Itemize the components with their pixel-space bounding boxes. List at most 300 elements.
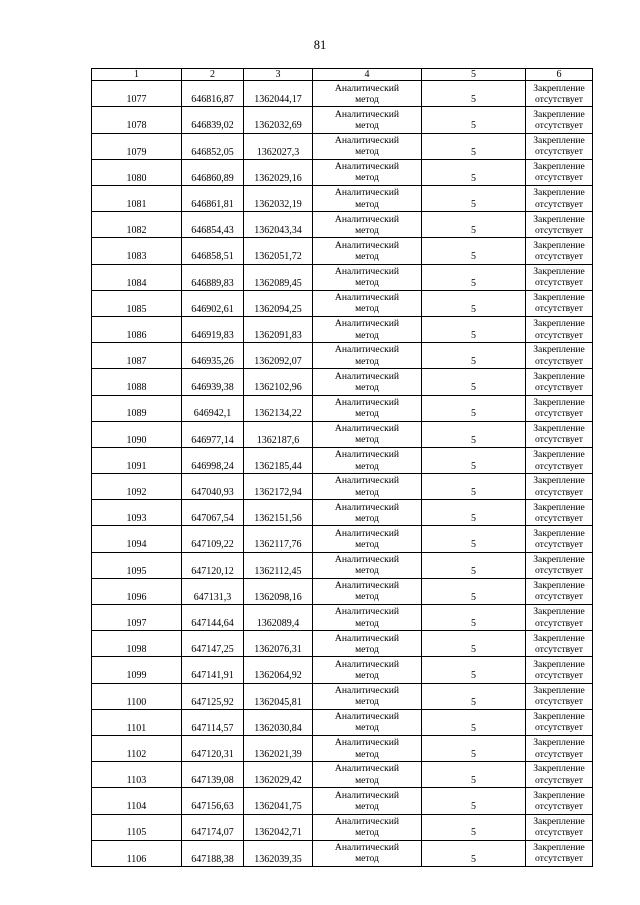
- method-cell: [313, 133, 422, 159]
- fixation-cell: [526, 788, 593, 814]
- table-header-row: [92, 69, 593, 81]
- fixation-cell: [526, 657, 593, 683]
- method-line-2: метод: [355, 643, 379, 655]
- method-cell: [313, 238, 422, 264]
- y-coordinate-cell: 1362098,16: [244, 578, 313, 604]
- method-line-2: метод: [355, 198, 379, 210]
- column-header: 1: [92, 69, 182, 81]
- x-coordinate-cell: 647144,64: [182, 605, 244, 631]
- accuracy-cell: 5: [422, 474, 526, 500]
- y-coordinate-cell: 1362043,34: [244, 212, 313, 238]
- method-cell: [313, 159, 422, 185]
- y-coordinate-cell: 1362041,75: [244, 788, 313, 814]
- fixation-line-2: отсутствует: [535, 800, 583, 812]
- fixation-cell: [526, 735, 593, 761]
- fixation-line-2: отсутствует: [535, 696, 583, 708]
- table-body: [92, 69, 593, 867]
- table-row: [92, 762, 593, 788]
- fixation-line-1: Закрепление: [533, 842, 585, 854]
- method-cell: [313, 474, 422, 500]
- fixation-line-1: Закрепление: [533, 815, 585, 827]
- accuracy-cell: 5: [422, 631, 526, 657]
- fixation-line-2: отсутствует: [535, 774, 583, 786]
- method-line-2: метод: [355, 774, 379, 786]
- point-number-cell: 1101: [92, 709, 182, 735]
- method-cell: [313, 500, 422, 526]
- x-coordinate-cell: 646977,14: [182, 421, 244, 447]
- point-number-cell: 1091: [92, 447, 182, 473]
- point-number-cell: 1080: [92, 159, 182, 185]
- fixation-line-1: Закрепление: [533, 684, 585, 696]
- fixation-line-2: отсутствует: [535, 670, 583, 682]
- column-header: 3: [244, 69, 313, 81]
- accuracy-cell: 5: [422, 212, 526, 238]
- fixation-line-2: отсутствует: [535, 512, 583, 524]
- fixation-line-1: Закрепление: [533, 763, 585, 775]
- point-number-cell: 1088: [92, 369, 182, 395]
- table-row: [92, 578, 593, 604]
- y-coordinate-cell: 1362172,94: [244, 474, 313, 500]
- fixation-line-2: отсутствует: [535, 722, 583, 734]
- fixation-cell: [526, 264, 593, 290]
- fixation-line-1: Закрепление: [533, 475, 585, 487]
- accuracy-cell: 5: [422, 395, 526, 421]
- fixation-line-2: отсутствует: [535, 381, 583, 393]
- method-line-1: Аналитический: [334, 161, 400, 173]
- fixation-cell: [526, 369, 593, 395]
- fixation-cell: [526, 578, 593, 604]
- table-row: [92, 81, 593, 107]
- y-coordinate-cell: 1362064,92: [244, 657, 313, 683]
- y-coordinate-cell: 1362030,84: [244, 709, 313, 735]
- method-line-1: Аналитический: [334, 842, 400, 854]
- y-coordinate-cell: 1362051,72: [244, 238, 313, 264]
- method-line-1: Аналитический: [334, 763, 400, 775]
- method-cell: [313, 212, 422, 238]
- method-line-1: Аналитический: [334, 423, 400, 435]
- fixation-line-2: отсутствует: [535, 93, 583, 105]
- fixation-line-2: отсутствует: [535, 748, 583, 760]
- fixation-line-2: отсутствует: [535, 172, 583, 184]
- x-coordinate-cell: 646860,89: [182, 159, 244, 185]
- point-number-cell: 1089: [92, 395, 182, 421]
- point-number-cell: 1087: [92, 343, 182, 369]
- method-line-2: метод: [355, 251, 379, 263]
- method-line-1: Аналитический: [334, 344, 400, 356]
- column-header: 6: [526, 69, 593, 81]
- fixation-cell: [526, 238, 593, 264]
- point-number-cell: 1104: [92, 788, 182, 814]
- table-row: [92, 840, 593, 866]
- method-line-2: метод: [355, 853, 379, 865]
- accuracy-cell: 5: [422, 107, 526, 133]
- table-row: [92, 500, 593, 526]
- x-coordinate-cell: 647174,07: [182, 814, 244, 840]
- x-coordinate-cell: 646902,61: [182, 290, 244, 316]
- method-line-1: Аналитический: [334, 292, 400, 304]
- table-row: [92, 316, 593, 342]
- method-cell: [313, 683, 422, 709]
- method-cell: [313, 316, 422, 342]
- y-coordinate-cell: 1362185,44: [244, 447, 313, 473]
- method-line-2: метод: [355, 408, 379, 420]
- fixation-line-2: отсутствует: [535, 355, 583, 367]
- accuracy-cell: 5: [422, 814, 526, 840]
- x-coordinate-cell: 647125,92: [182, 683, 244, 709]
- y-coordinate-cell: 1362102,96: [244, 369, 313, 395]
- fixation-cell: [526, 107, 593, 133]
- method-line-1: Аналитический: [334, 737, 400, 749]
- fixation-cell: [526, 552, 593, 578]
- fixation-line-1: Закрепление: [533, 553, 585, 565]
- accuracy-cell: 5: [422, 447, 526, 473]
- fixation-cell: [526, 709, 593, 735]
- method-line-2: метод: [355, 617, 379, 629]
- method-cell: [313, 814, 422, 840]
- accuracy-cell: 5: [422, 133, 526, 159]
- method-line-1: Аналитический: [334, 632, 400, 644]
- method-line-1: Аналитический: [334, 475, 400, 487]
- fixation-cell: [526, 683, 593, 709]
- point-number-cell: 1086: [92, 316, 182, 342]
- fixation-line-1: Закрепление: [533, 82, 585, 94]
- fixation-line-2: отсутствует: [535, 224, 583, 236]
- accuracy-cell: 5: [422, 500, 526, 526]
- method-line-2: метод: [355, 539, 379, 551]
- fixation-line-1: Закрепление: [533, 606, 585, 618]
- method-line-1: Аналитический: [334, 213, 400, 225]
- method-line-1: Аналитический: [334, 711, 400, 723]
- fixation-line-2: отсутствует: [535, 408, 583, 420]
- method-cell: [313, 552, 422, 578]
- method-cell: [313, 788, 422, 814]
- fixation-line-2: отсутствует: [535, 434, 583, 446]
- point-number-cell: 1084: [92, 264, 182, 290]
- fixation-line-2: отсутствует: [535, 329, 583, 341]
- x-coordinate-cell: 647139,08: [182, 762, 244, 788]
- page-number: 81: [313, 38, 327, 52]
- method-line-2: метод: [355, 329, 379, 341]
- x-coordinate-cell: 647156,63: [182, 788, 244, 814]
- accuracy-cell: 5: [422, 290, 526, 316]
- accuracy-cell: 5: [422, 762, 526, 788]
- table-row: [92, 631, 593, 657]
- x-coordinate-cell: 647120,31: [182, 735, 244, 761]
- y-coordinate-cell: 1362042,71: [244, 814, 313, 840]
- accuracy-cell: 5: [422, 735, 526, 761]
- column-header: 4: [313, 69, 422, 81]
- fixation-line-1: Закрепление: [533, 449, 585, 461]
- method-line-2: метод: [355, 172, 379, 184]
- x-coordinate-cell: 646889,83: [182, 264, 244, 290]
- accuracy-cell: 5: [422, 526, 526, 552]
- fixation-cell: [526, 81, 593, 107]
- fixation-line-1: Закрепление: [533, 318, 585, 330]
- fixation-line-2: отсутствует: [535, 827, 583, 839]
- x-coordinate-cell: 647067,54: [182, 500, 244, 526]
- method-cell: [313, 264, 422, 290]
- point-number-cell: 1090: [92, 421, 182, 447]
- fixation-cell: [526, 159, 593, 185]
- fixation-line-2: отсутствует: [535, 853, 583, 865]
- method-line-1: Аналитический: [334, 580, 400, 592]
- table-row: [92, 159, 593, 185]
- y-coordinate-cell: 1362091,83: [244, 316, 313, 342]
- method-line-2: метод: [355, 800, 379, 812]
- point-number-cell: 1081: [92, 186, 182, 212]
- fixation-cell: [526, 316, 593, 342]
- method-cell: [313, 343, 422, 369]
- accuracy-cell: 5: [422, 159, 526, 185]
- method-line-2: метод: [355, 277, 379, 289]
- x-coordinate-cell: 646935,26: [182, 343, 244, 369]
- table-row: [92, 814, 593, 840]
- method-line-1: Аналитический: [334, 527, 400, 539]
- fixation-cell: [526, 186, 593, 212]
- fixation-line-2: отсутствует: [535, 591, 583, 603]
- point-number-cell: 1077: [92, 81, 182, 107]
- point-number-cell: 1098: [92, 631, 182, 657]
- method-cell: [313, 526, 422, 552]
- table-row: [92, 605, 593, 631]
- table-row: [92, 343, 593, 369]
- method-line-2: метод: [355, 146, 379, 158]
- accuracy-cell: 5: [422, 840, 526, 866]
- fixation-cell: [526, 421, 593, 447]
- fixation-line-1: Закрепление: [533, 161, 585, 173]
- y-coordinate-cell: 1362029,42: [244, 762, 313, 788]
- fixation-line-2: отсутствует: [535, 251, 583, 263]
- fixation-cell: [526, 605, 593, 631]
- fixation-line-2: отсутствует: [535, 303, 583, 315]
- point-number-cell: 1100: [92, 683, 182, 709]
- fixation-line-1: Закрепление: [533, 658, 585, 670]
- fixation-line-2: отсутствует: [535, 146, 583, 158]
- accuracy-cell: 5: [422, 186, 526, 212]
- fixation-line-1: Закрепление: [533, 527, 585, 539]
- y-coordinate-cell: 1362044,17: [244, 81, 313, 107]
- table-row: [92, 107, 593, 133]
- method-line-2: метод: [355, 512, 379, 524]
- y-coordinate-cell: 1362021,39: [244, 735, 313, 761]
- method-cell: [313, 657, 422, 683]
- fixation-line-1: Закрепление: [533, 737, 585, 749]
- table-row: [92, 683, 593, 709]
- fixation-line-1: Закрепление: [533, 213, 585, 225]
- y-coordinate-cell: 1362151,56: [244, 500, 313, 526]
- fixation-cell: [526, 631, 593, 657]
- table-row: [92, 526, 593, 552]
- accuracy-cell: 5: [422, 578, 526, 604]
- table-row: [92, 238, 593, 264]
- table-row: [92, 421, 593, 447]
- y-coordinate-cell: 1362076,31: [244, 631, 313, 657]
- point-number-cell: 1096: [92, 578, 182, 604]
- fixation-line-1: Закрепление: [533, 265, 585, 277]
- fixation-line-1: Закрепление: [533, 344, 585, 356]
- x-coordinate-cell: 647114,57: [182, 709, 244, 735]
- accuracy-cell: 5: [422, 343, 526, 369]
- accuracy-cell: 5: [422, 683, 526, 709]
- point-number-cell: 1092: [92, 474, 182, 500]
- x-coordinate-cell: 647131,3: [182, 578, 244, 604]
- y-coordinate-cell: 1362029,16: [244, 159, 313, 185]
- y-coordinate-cell: 1362094,25: [244, 290, 313, 316]
- fixation-line-1: Закрепление: [533, 370, 585, 382]
- method-line-2: метод: [355, 303, 379, 315]
- method-line-2: метод: [355, 355, 379, 367]
- method-line-2: метод: [355, 120, 379, 132]
- accuracy-cell: 5: [422, 421, 526, 447]
- point-number-cell: 1083: [92, 238, 182, 264]
- point-number-cell: 1093: [92, 500, 182, 526]
- method-cell: [313, 605, 422, 631]
- method-cell: [313, 631, 422, 657]
- method-line-1: Аналитический: [334, 134, 400, 146]
- point-number-cell: 1079: [92, 133, 182, 159]
- fixation-cell: [526, 395, 593, 421]
- accuracy-cell: 5: [422, 657, 526, 683]
- accuracy-cell: 5: [422, 788, 526, 814]
- y-coordinate-cell: 1362092,07: [244, 343, 313, 369]
- accuracy-cell: 5: [422, 369, 526, 395]
- method-line-2: метод: [355, 591, 379, 603]
- fixation-line-1: Закрепление: [533, 239, 585, 251]
- x-coordinate-cell: 646839,02: [182, 107, 244, 133]
- point-number-cell: 1078: [92, 107, 182, 133]
- point-number-cell: 1106: [92, 840, 182, 866]
- method-line-1: Аналитический: [334, 449, 400, 461]
- method-line-1: Аналитический: [334, 265, 400, 277]
- point-number-cell: 1102: [92, 735, 182, 761]
- x-coordinate-cell: 646942,1: [182, 395, 244, 421]
- x-coordinate-cell: 646852,05: [182, 133, 244, 159]
- accuracy-cell: 5: [422, 81, 526, 107]
- method-cell: [313, 81, 422, 107]
- accuracy-cell: 5: [422, 605, 526, 631]
- table-row: [92, 290, 593, 316]
- method-line-1: Аналитический: [334, 318, 400, 330]
- table-row: [92, 395, 593, 421]
- method-line-1: Аналитический: [334, 108, 400, 120]
- point-number-cell: 1099: [92, 657, 182, 683]
- method-line-2: метод: [355, 827, 379, 839]
- y-coordinate-cell: 1362039,35: [244, 840, 313, 866]
- fixation-cell: [526, 447, 593, 473]
- fixation-line-1: Закрепление: [533, 789, 585, 801]
- column-header: 5: [422, 69, 526, 81]
- y-coordinate-cell: 1362187,6: [244, 421, 313, 447]
- method-cell: [313, 709, 422, 735]
- point-number-cell: 1094: [92, 526, 182, 552]
- method-line-1: Аналитический: [334, 789, 400, 801]
- table-row: [92, 369, 593, 395]
- method-cell: [313, 735, 422, 761]
- y-coordinate-cell: 1362112,45: [244, 552, 313, 578]
- method-line-1: Аналитический: [334, 370, 400, 382]
- method-line-2: метод: [355, 722, 379, 734]
- method-cell: [313, 578, 422, 604]
- method-line-1: Аналитический: [334, 553, 400, 565]
- accuracy-cell: 5: [422, 264, 526, 290]
- fixation-line-1: Закрепление: [533, 501, 585, 513]
- fixation-cell: [526, 840, 593, 866]
- accuracy-cell: 5: [422, 316, 526, 342]
- fixation-line-1: Закрепление: [533, 396, 585, 408]
- fixation-line-2: отсутствует: [535, 120, 583, 132]
- method-cell: [313, 107, 422, 133]
- method-cell: [313, 840, 422, 866]
- table-row: [92, 735, 593, 761]
- x-coordinate-cell: 647141,91: [182, 657, 244, 683]
- method-line-2: метод: [355, 670, 379, 682]
- table-row: [92, 474, 593, 500]
- point-number-cell: 1105: [92, 814, 182, 840]
- point-number-cell: 1103: [92, 762, 182, 788]
- method-cell: [313, 395, 422, 421]
- method-cell: [313, 290, 422, 316]
- fixation-cell: [526, 343, 593, 369]
- table-row: [92, 186, 593, 212]
- x-coordinate-cell: 646939,38: [182, 369, 244, 395]
- x-coordinate-cell: 647040,93: [182, 474, 244, 500]
- method-line-1: Аналитический: [334, 606, 400, 618]
- y-coordinate-cell: 1362027,3: [244, 133, 313, 159]
- column-header: 2: [182, 69, 244, 81]
- table-row: [92, 264, 593, 290]
- fixation-line-2: отсутствует: [535, 617, 583, 629]
- x-coordinate-cell: 647188,38: [182, 840, 244, 866]
- y-coordinate-cell: 1362089,45: [244, 264, 313, 290]
- fixation-cell: [526, 814, 593, 840]
- x-coordinate-cell: 646998,24: [182, 447, 244, 473]
- coordinates-table: [91, 68, 593, 867]
- x-coordinate-cell: 646816,87: [182, 81, 244, 107]
- method-cell: [313, 186, 422, 212]
- method-line-2: метод: [355, 434, 379, 446]
- method-line-1: Аналитический: [334, 82, 400, 94]
- method-cell: [313, 421, 422, 447]
- method-cell: [313, 447, 422, 473]
- fixation-cell: [526, 212, 593, 238]
- method-line-1: Аналитический: [334, 815, 400, 827]
- x-coordinate-cell: 647120,12: [182, 552, 244, 578]
- x-coordinate-cell: 646919,83: [182, 316, 244, 342]
- fixation-line-1: Закрепление: [533, 187, 585, 199]
- fixation-cell: [526, 526, 593, 552]
- fixation-line-1: Закрепление: [533, 711, 585, 723]
- table-row: [92, 657, 593, 683]
- fixation-cell: [526, 762, 593, 788]
- x-coordinate-cell: 646861,81: [182, 186, 244, 212]
- table-row: [92, 552, 593, 578]
- point-number-cell: 1082: [92, 212, 182, 238]
- table-row: [92, 788, 593, 814]
- y-coordinate-cell: 1362134,22: [244, 395, 313, 421]
- fixation-cell: [526, 500, 593, 526]
- y-coordinate-cell: 1362045,81: [244, 683, 313, 709]
- point-number-cell: 1095: [92, 552, 182, 578]
- fixation-line-2: отсутствует: [535, 565, 583, 577]
- method-cell: [313, 762, 422, 788]
- table-row: [92, 447, 593, 473]
- method-line-2: метод: [355, 381, 379, 393]
- fixation-line-2: отсутствует: [535, 486, 583, 498]
- fixation-line-1: Закрепление: [533, 632, 585, 644]
- accuracy-cell: 5: [422, 709, 526, 735]
- method-line-1: Аналитический: [334, 396, 400, 408]
- x-coordinate-cell: 647147,25: [182, 631, 244, 657]
